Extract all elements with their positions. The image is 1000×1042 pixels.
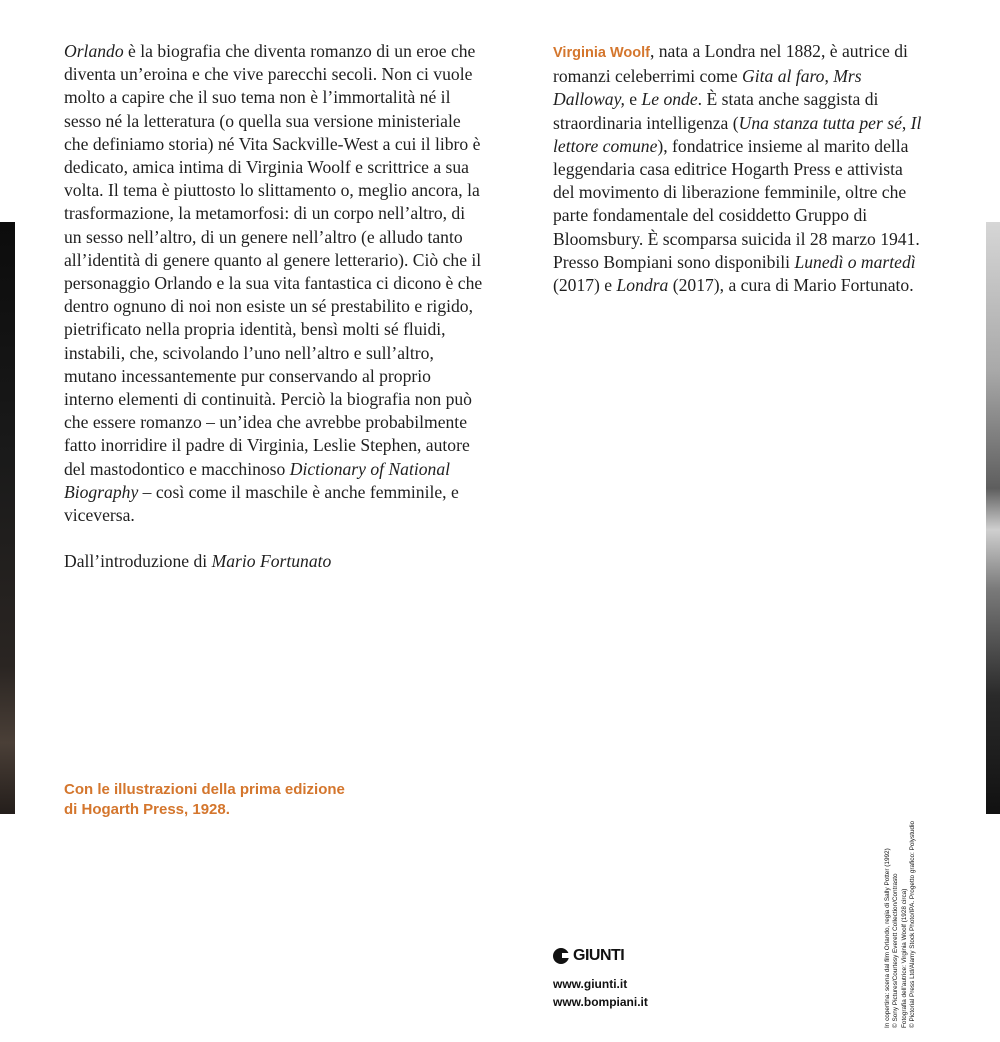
illustrations-note — [64, 780, 444, 820]
publisher-logo — [553, 945, 624, 967]
author-text-8: (2017), a cura di Mario Fortunato. — [668, 275, 914, 296]
author-book-6: Lunedì o martedì — [794, 251, 916, 272]
author-text-5: , — [901, 112, 911, 133]
illustrations-line-1: Con le illustrazioni della prima edizione — [64, 781, 345, 798]
author-book-1: Gita al faro — [742, 66, 825, 87]
intro-paragraph — [64, 40, 484, 527]
author-book-7: Londra — [616, 275, 669, 296]
website-giunti[interactable]: www.giunti.it — [553, 977, 628, 991]
introduction-excerpt — [64, 40, 484, 573]
author-book-2: Mrs Dalloway, — [553, 66, 862, 110]
intro-text-b: – così come il maschile è anche femminile, e viceversa. — [64, 481, 459, 526]
author-text-7: (2017) e — [553, 275, 617, 296]
author-book-3: Le onde — [641, 89, 698, 110]
intro-book-title: Dictionary of National Biography — [64, 458, 451, 502]
author-text-2: , — [824, 66, 834, 87]
author-paragraph — [553, 40, 925, 297]
image-credits — [884, 778, 918, 1028]
giunti-logo-icon — [553, 948, 569, 964]
author-name: Virginia Woolf — [553, 45, 650, 61]
intro-credit-name: Mario Fortunato — [211, 551, 332, 572]
credit-line-4: © Pictorial Press Ltd/Alamy Stock Photo/IPA. Progetto grafico: Polystudio — [909, 820, 917, 1028]
cover-photo-edge-left — [0, 222, 15, 814]
cover-photo-edge-right — [986, 222, 1000, 814]
intro-credit — [64, 550, 484, 573]
publisher-websites — [553, 975, 648, 1011]
intro-credit-prefix: Dall’introduzione di — [64, 551, 212, 572]
author-book-4: Una stanza tutta per sé — [738, 112, 902, 133]
author-book-5: Il lettore comune — [553, 112, 922, 156]
credit-line-2: © Sony Pictures/Courtesy Everett Collection/Contrasto — [892, 873, 900, 1028]
intro-title: Orlando — [64, 41, 124, 61]
website-bompiani[interactable]: www.bompiani.it — [553, 995, 648, 1009]
intro-text-a: è la biografia che diventa romanzo di un eroe che diventa un’eroina e che vive parecchi secoli. Non ci vuole molto a capire che il suo tema non è l’immortalità né il sesso né la letteratura (o quella sua versione ministeriale che definiamo storia) né Vita Sackville-West a cui il libro è dedicato, amica intima di Virginia Woolf e scrittrice a sua volta. Il tema è piuttosto lo slittamento o, meglio ancora, la trasformazione, la metamorfosi: di un corpo nell’altro, di un sesso nell’altro, di un genere nell’altro (e alludo tanto all’identità di genere quanto al genere letterario). Ciò che il personaggio Orlando e la sua vita fantastica ci dicono è che dentro ognuno di noi non esiste un sé prestabilito e rigido, pietrificato nella propria identità, bensì molti sé fluidi, instabili, che, scivolando l’uno nell’altro e sull’altro, mutano incessantemente pur conservando al proprio interno elementi di continuità. Perciò la biografia non può che essere romanzo – un’idea che avrebbe probabilmente fatto inorridire il padre di Virginia, Leslie Stephen, autore del mastodontico e macchinoso — [64, 41, 483, 479]
author-text-3: e — [624, 89, 642, 110]
author-text-6: ), fondatrice insieme al marito della leggendaria casa editrice Hogarth Press e attivista del movimento di liberazione femminile, oltre che parte fondamentale del cosiddetto Gruppo di Bloomsbury. È scomparsa suicida il 28 marzo 1941. Presso Bompiani sono disponibili — [553, 135, 920, 272]
credit-line-1: In copertina: scena dal film Orlando, regia di Sally Potter (1992) — [884, 848, 891, 1028]
author-text-1: , nata a Londra nel 1882, è autrice di romanzi celeberrimi come — [553, 41, 908, 87]
author-bio — [553, 40, 925, 297]
illustrations-line-2: di Hogarth Press, 1928. — [64, 801, 230, 818]
author-text-4: . È stata anche saggista di straordinaria intelligenza ( — [553, 89, 879, 133]
publisher-logo-text: GIUNTI — [573, 947, 625, 964]
credit-line-3: Fotografia dell’autrice: Virginia Woolf (1928 circa) — [900, 888, 908, 1028]
